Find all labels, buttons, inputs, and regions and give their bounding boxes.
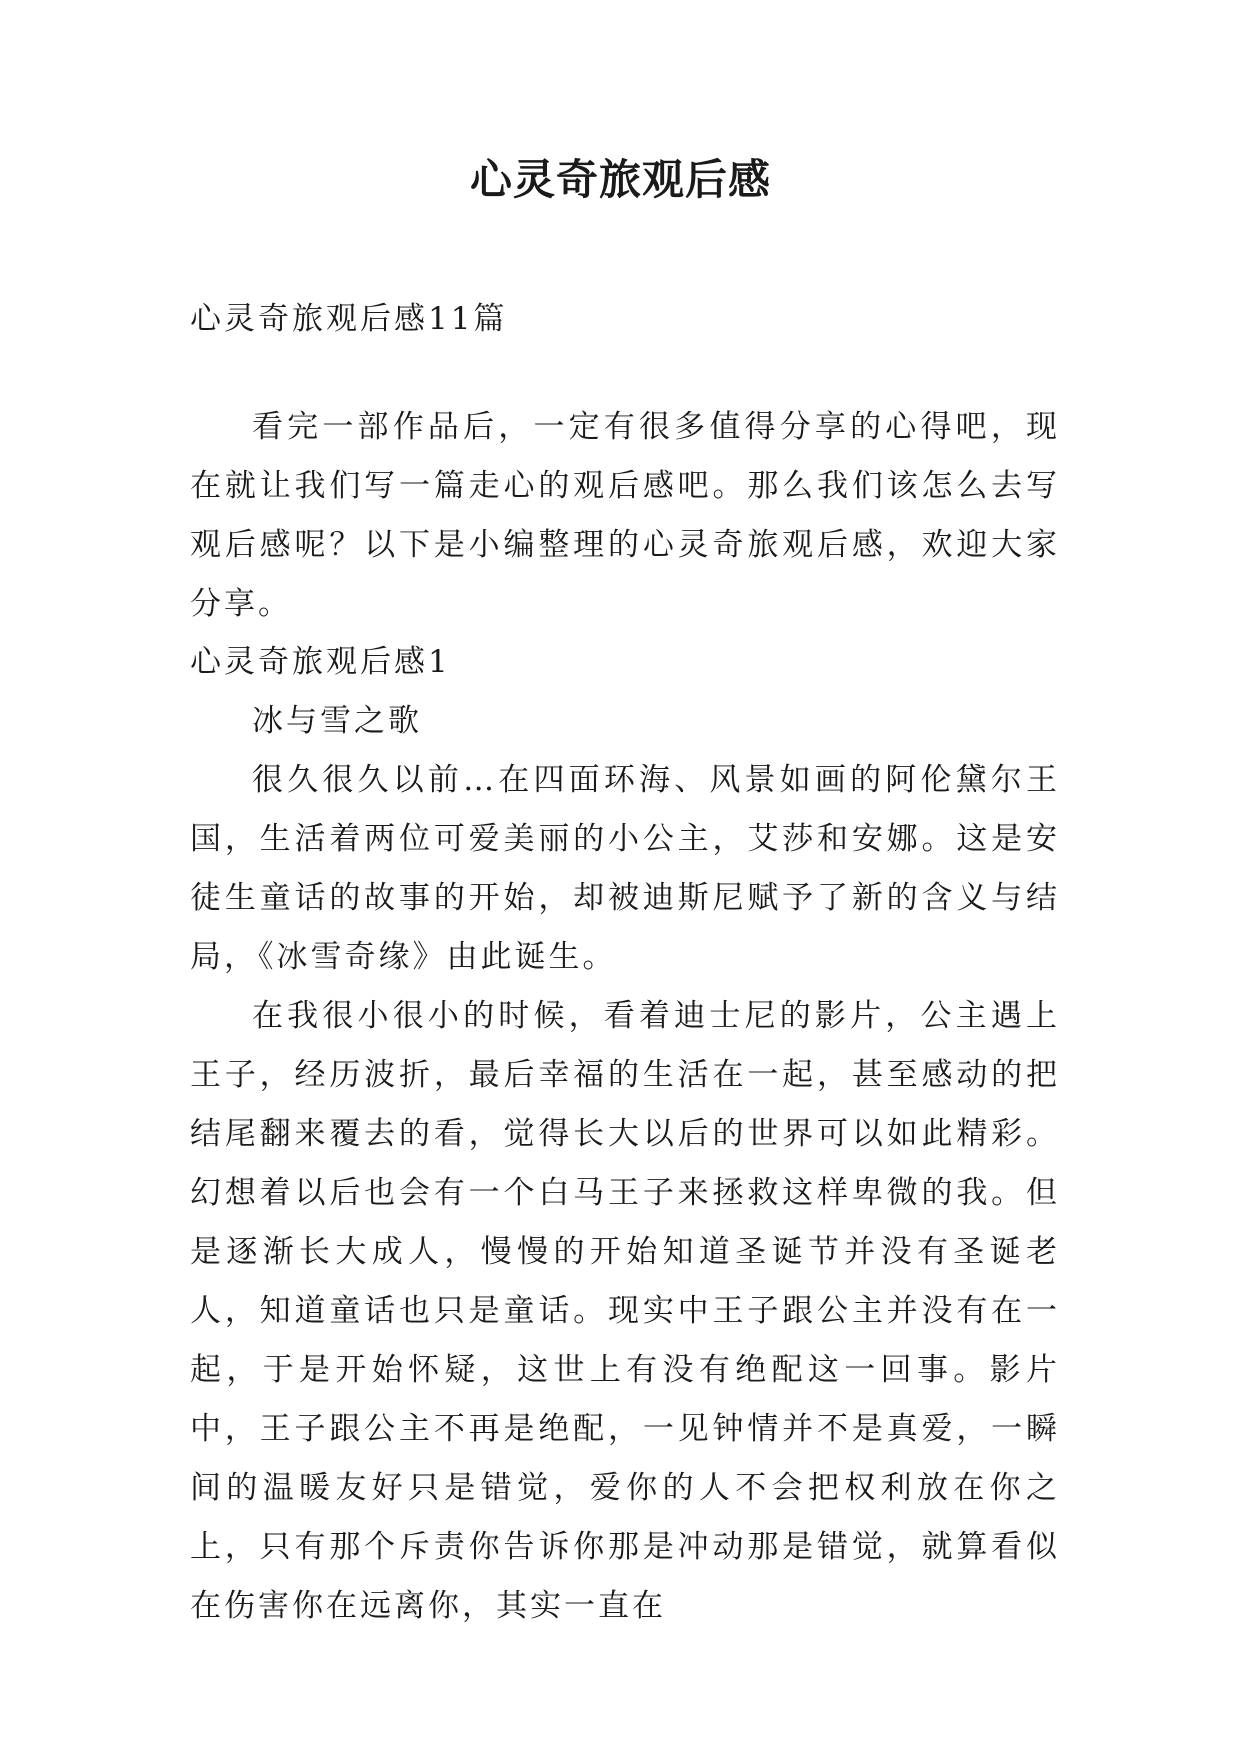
section-1: [190, 633, 1060, 1636]
document-subtitle: [190, 290, 1060, 349]
subtitle-text: 心灵奇旅观后感11篇: [190, 301, 508, 337]
section-subheading: 冰与雪之歌: [252, 703, 422, 739]
body-paragraph: 在我很小很小的时候，看着迪士尼的影片，公主遇上王子，经历波折，最后幸福的生活在一起，甚至感动的把结尾翻来覆去的看，觉得长大以后的世界可以如此精彩。幻想着以后也会有一个白马王子来拯救这样卑微的我。但是逐渐长大成人，慢慢的开始知道圣诞节并没有圣诞老人，知道童话也只是童话。现实中王子跟公主并没有在一起，于是开始怀疑，这世上有没有绝配这一回事。影片中，王子跟公主不再是绝配，一见钟情并不是真爱，一瞬间的温暖友好只是错觉，爱你的人不会把权利放在你之上，只有那个斥责你告诉你那是冲动那是错觉，就算看似在伤害你在远离你，其实一直在: [190, 998, 1060, 1624]
body-paragraph: 很久很久以前…在四面环海、风景如画的阿伦黛尔王国，生活着两位可爱美丽的小公主，艾莎和安娜。这是安徒生童话的故事的开始，却被迪斯尼赋予了新的含义与结局，《冰雪奇缘》由此诞生。: [190, 762, 1060, 975]
section-heading: 心灵奇旅观后感1: [190, 644, 451, 680]
intro-block: [190, 398, 1060, 634]
intro-paragraph: 看完一部作品后，一定有很多值得分享的心得吧，现在就让我们写一篇走心的观后感吧。那么我们该怎么去写观后感呢？以下是小编整理的心灵奇旅观后感，欢迎大家分享。: [190, 409, 1060, 622]
document-title: 心灵奇旅观后感: [469, 155, 771, 204]
